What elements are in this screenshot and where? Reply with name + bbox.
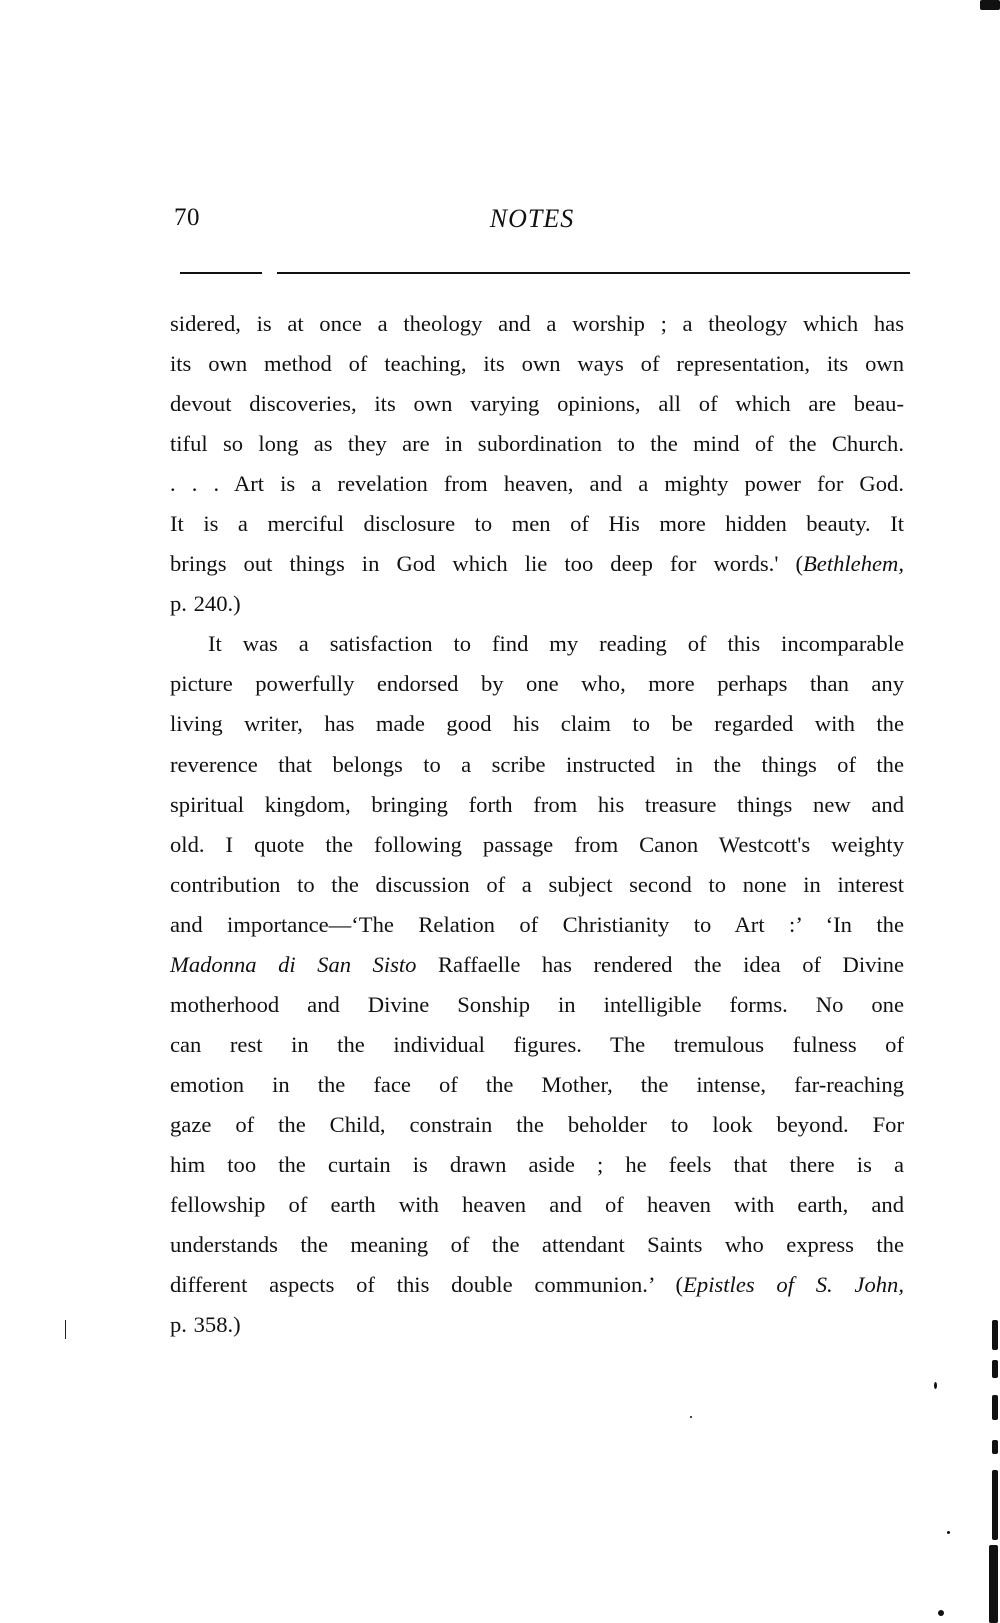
text-segment: picture powerfully endorsed by one who, more perhaps than any — [170, 671, 904, 697]
scan-edge-mark — [989, 1545, 998, 1623]
text-line — [170, 704, 904, 744]
text-line — [170, 1225, 904, 1265]
text-segment: devout discoveries, its own varying opinions, all of which are beau- — [170, 391, 904, 417]
scan-edge-mark — [992, 1360, 998, 1378]
scan-edge-mark — [992, 1470, 998, 1540]
italic-citation: Bethlehem, — [803, 551, 904, 577]
text-line — [170, 344, 904, 384]
text-line — [170, 1265, 904, 1305]
text-segment: sidered, is at once a theology and a worship ; a theology which has — [170, 311, 904, 336]
text-segment: Raffaelle has rendered the idea of Divine — [416, 951, 904, 977]
text-line — [170, 1185, 904, 1225]
text-segment: tiful so long as they are in subordination to the mind of the Church. — [170, 431, 904, 457]
text-line — [170, 584, 904, 624]
text-line — [170, 504, 904, 544]
text-segment: It was a satisfaction to find my reading of this incomparable — [208, 631, 904, 657]
header-rule — [180, 272, 262, 274]
text-segment: It is a merciful disclosure to men of His more hidden beauty. It — [170, 511, 904, 537]
text-line — [170, 985, 904, 1025]
text-segment: different aspects of this double communion.’ ( — [170, 1272, 684, 1298]
text-segment: its own method of teaching, its own ways of representation, its own — [170, 351, 904, 377]
text-line — [170, 745, 904, 785]
scan-edge-mark — [992, 1320, 998, 1350]
text-line — [170, 1145, 904, 1185]
text-segment: living writer, has made good his claim to be regarded with the — [170, 711, 904, 737]
text-line — [170, 1105, 904, 1145]
body-text — [170, 304, 904, 1345]
scan-margin-mark — [65, 1320, 66, 1339]
scan-speck — [690, 1416, 692, 1418]
text-line — [170, 384, 904, 424]
text-line — [170, 785, 904, 825]
text-segment: and importance—‘The Relation of Christianity to Art :’ ‘In the — [170, 911, 904, 937]
text-segment: p. 358.) — [170, 1312, 241, 1338]
text-segment: gaze of the Child, constrain the beholder to look beyond. For — [170, 1111, 904, 1137]
text-segment: brings out things in God which lie too deep for words.' ( — [170, 551, 803, 577]
text-segment: . . . Art is a revelation from heaven, and a mighty power for God. — [170, 471, 904, 497]
page-number: 70 — [174, 204, 200, 231]
text-line — [170, 624, 904, 664]
scan-speck — [938, 1610, 944, 1616]
scan-edge-mark — [992, 1440, 998, 1454]
text-line — [170, 464, 904, 504]
text-line — [170, 825, 904, 865]
text-segment: can rest in the individual figures. The tremulous fulness of — [170, 1031, 904, 1057]
text-line — [170, 424, 904, 464]
text-line — [170, 865, 904, 905]
text-segment: emotion in the face of the Mother, the intense, far-reaching — [170, 1071, 904, 1097]
text-line — [170, 304, 904, 344]
italic-citation: Epistles of S. John, — [683, 1272, 905, 1298]
text-line — [170, 905, 904, 945]
text-segment: reverence that belongs to a scribe instructed in the things of the — [170, 751, 904, 777]
text-segment: him too the curtain is drawn aside ; he feels that there is a — [170, 1151, 904, 1177]
running-title: NOTES — [489, 204, 575, 233]
text-segment: spiritual kingdom, bringing forth from his treasure things new and — [170, 791, 904, 817]
text-segment: motherhood and Divine Sonship in intelligible forms. No one — [170, 991, 904, 1017]
text-segment: p. 240.) — [170, 591, 241, 617]
header-rule — [277, 272, 910, 274]
text-line — [170, 544, 904, 584]
text-line — [170, 664, 904, 704]
text-segment: understands the meaning of the attendant Saints who express the — [170, 1232, 904, 1258]
text-line — [170, 1305, 904, 1345]
text-line — [170, 1025, 904, 1065]
scan-edge-mark — [992, 1395, 998, 1420]
text-segment: old. I quote the following passage from Canon Westcott's weighty — [170, 831, 904, 857]
text-segment: contribution to the discussion of a subject second to none in interest — [170, 871, 904, 897]
scan-corner-mark — [980, 0, 1000, 10]
text-segment: fellowship of earth with heaven and of heaven with earth, and — [170, 1192, 904, 1218]
scan-speck — [934, 1382, 937, 1389]
page-header — [174, 204, 914, 244]
text-line — [170, 945, 904, 985]
italic-citation: Madonna di San Sisto — [170, 951, 417, 977]
text-line — [170, 1065, 904, 1105]
scan-speck — [947, 1531, 950, 1534]
